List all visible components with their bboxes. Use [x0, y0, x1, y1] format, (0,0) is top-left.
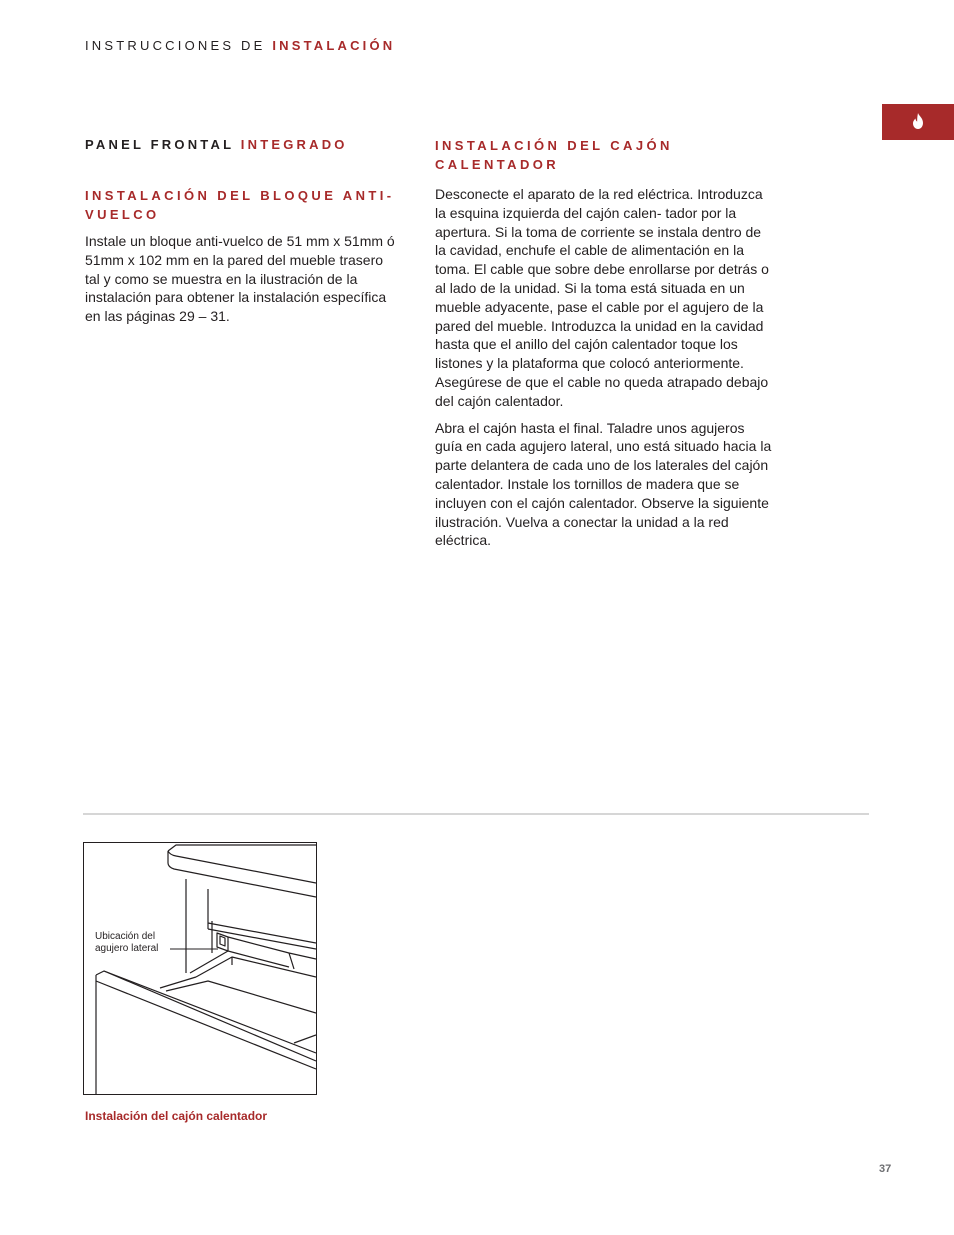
subtitle-line-1: INSTALACIÓN DEL BLOQUE ANTI- [85, 188, 395, 203]
page-number: 37 [879, 1163, 892, 1175]
section-title-accent: INTEGRADO [240, 137, 348, 152]
subtitle-line-2: VUELCO [85, 207, 160, 222]
subtitle-warming-drawer-installation [435, 136, 775, 174]
figure-caption: Instalación del cajón calentador [85, 1109, 268, 1123]
flame-icon [911, 113, 925, 129]
callout-line-2: agujero lateral [95, 943, 159, 954]
section-tab [882, 104, 954, 140]
section-title-prefix: PANEL FRONTAL [85, 137, 241, 152]
section-title-integrated-panel [85, 136, 395, 154]
installation-paragraph-1: Desconecte el aparato de la red eléctrica. Introduzca la esquina izquierda del cajón calen- tador por la apertura. Si la toma de corriente se instala dentro de la cavidad, enchufe el cable de alimentación en la toma. El cable que sobre debe enrollarse por detrás o al lado de la unidad. Si la toma está situada en un mueble adyacente, pase el cable por el agujero de la pared del mueble. Introduzca la unidad en la cavidad hasta que el anillo del cajón calentador toque los listones y la plataforma que colocó anteriormente. Asegúrese de que el cable no queda atrapado debajo del cajón calentador. [435, 186, 769, 409]
callout-leader-line [84, 843, 316, 1094]
header-accent: INSTALACIÓN [272, 38, 396, 53]
section-divider [83, 813, 869, 815]
page-header [85, 38, 395, 53]
subtitle-line-2: CALENTADOR [435, 157, 560, 172]
subtitle-anti-tip-block [85, 186, 395, 224]
left-column [85, 136, 395, 326]
subtitle-line-1: INSTALACIÓN DEL CAJÓN [435, 138, 673, 153]
right-column [435, 136, 775, 550]
header-prefix: INSTRUCCIONES DE [85, 38, 273, 53]
anti-tip-paragraph: Instale un bloque anti-vuelco de 51 mm x 51mm ó 51mm x 102 mm en la pared del mueble trasero tal y como se muestra en la ilustración de la instalación para obtener la instalación específica en las páginas 29 – 31. [85, 233, 395, 325]
drawer-illustration [83, 842, 317, 1095]
installation-paragraph-2: Abra el cajón hasta el final. Taladre unos agujeros guía en cada agujero lateral, uno está situado hacia la parte delantera de cada uno de los laterales del cajón calentador. Instale los tornillos de madera que se incluyen con el cajón calentador. Observe la siguiente ilustración. Vuelva a conectar la unidad a la red eléctrica. [435, 419, 772, 549]
callout-line-1: Ubicación del [95, 931, 156, 942]
